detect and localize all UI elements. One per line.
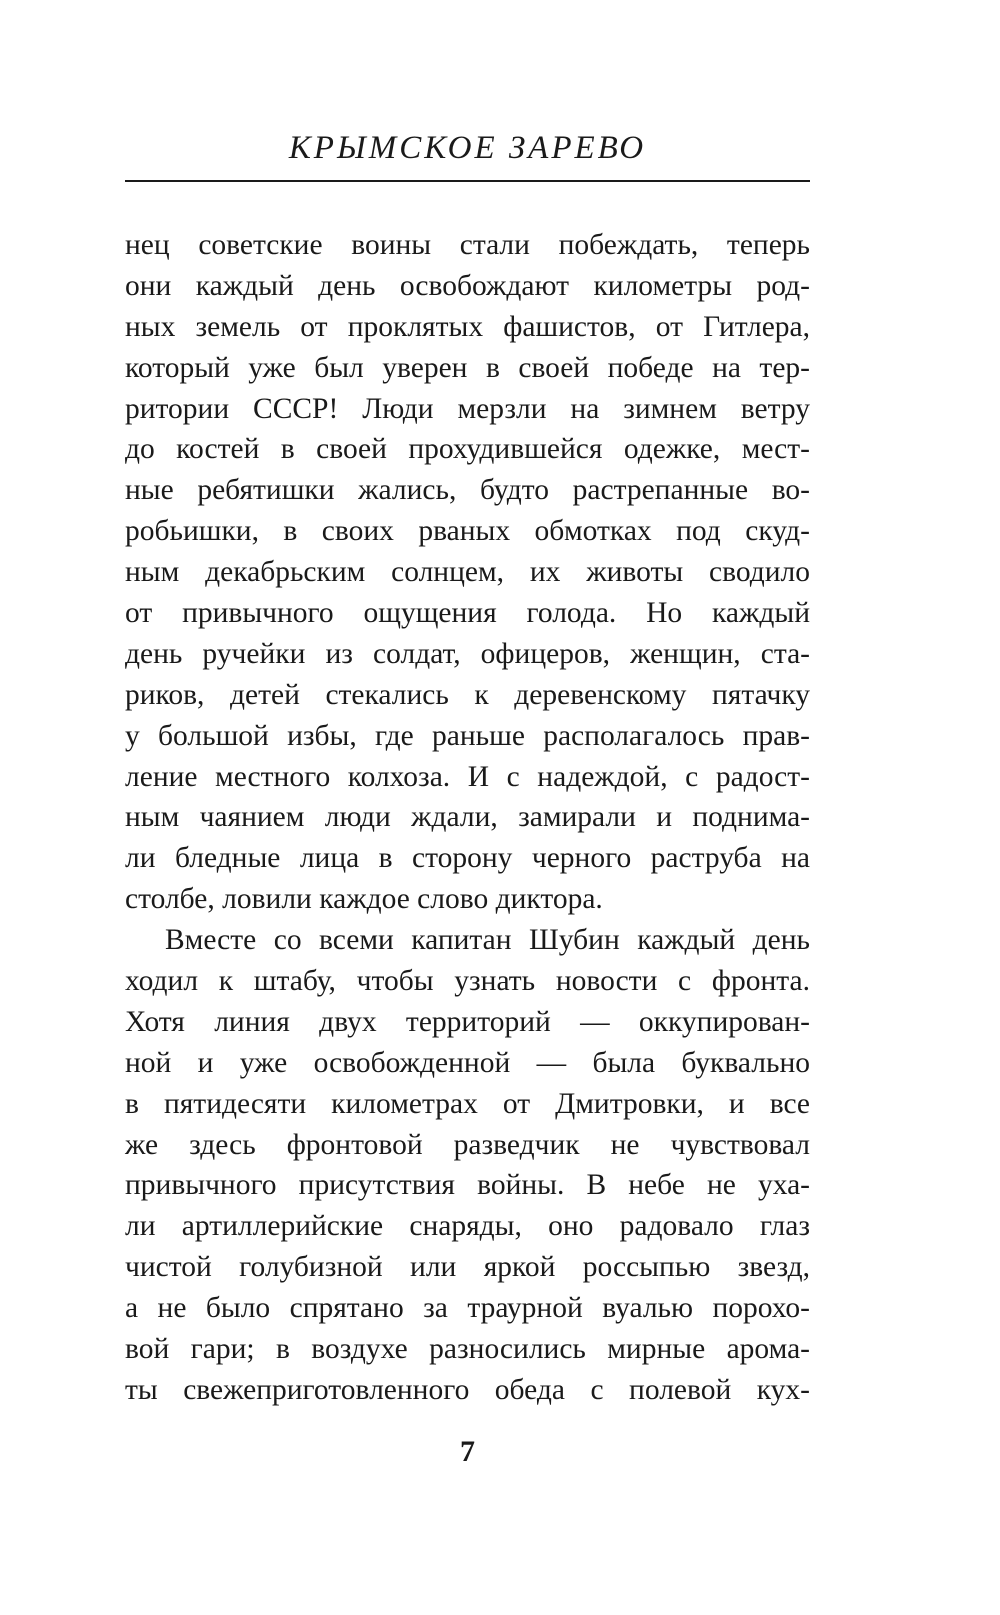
text-line: в пятидесяти километрах от Дмитровки, и все — [125, 1087, 810, 1120]
text-line: же здесь фронтовой разведчик не чувствовал — [125, 1128, 810, 1161]
body-text — [125, 225, 810, 1411]
text-line: который уже был уверен в своей победе на тер- — [125, 351, 810, 384]
text-line: Хотя линия двух территорий — оккупирован- — [125, 1005, 810, 1038]
text-line: день ручейки из солдат, офицеров, женщин, ста- — [125, 637, 810, 670]
paragraph — [125, 225, 810, 920]
paragraph — [125, 920, 810, 1411]
text-line: столбе, ловили каждое слово диктора. — [125, 883, 603, 916]
text-line: до костей в своей прохудившейся одежке, мест- — [125, 433, 810, 466]
text-line: ли артиллерийские снаряды, оно радовало глаз — [125, 1210, 810, 1243]
text-line: а не было спрятано за траурной вуалью порохо- — [125, 1292, 810, 1325]
text-line: ли бледные лица в сторону черного раструба на — [125, 842, 810, 875]
text-line: чистой голубизной или яркой россыпью звезд, — [125, 1251, 810, 1284]
text-line: ным декабрьским солнцем, их животы сводило — [125, 556, 810, 589]
page-number: 7 — [460, 1435, 475, 1468]
text-line: Вместе со всеми капитан Шубин каждый день — [165, 924, 810, 957]
text-line: робьишки, в своих рваных обмотках под скуд- — [125, 515, 810, 548]
text-line: ной и уже освобожденной — была буквально — [125, 1046, 810, 1079]
text-line: ные ребятишки жались, будто растрепанные во- — [125, 474, 810, 507]
text-line: нец советские воины стали побеждать, теперь — [125, 229, 810, 261]
text-line: от привычного ощущения голода. Но каждый — [125, 597, 810, 630]
text-line: ным чаянием люди ждали, замирали и поднима- — [125, 801, 810, 834]
header-rule — [125, 180, 810, 182]
text-line: ты свежеприготовленного обеда с полевой кух- — [125, 1373, 810, 1406]
text-line: ритории СССР! Люди мерзли на зимнем ветру — [125, 392, 810, 425]
text-line: ных земель от проклятых фашистов, от Гитлера, — [125, 310, 810, 343]
text-line: ление местного колхоза. И с надеждой, с радост- — [125, 760, 810, 793]
text-line: они каждый день освобождают километры род- — [125, 269, 810, 302]
text-line: вой гари; в воздухе разносились мирные арома- — [125, 1333, 810, 1366]
text-line: ходил к штабу, чтобы узнать новости с фронта. — [125, 965, 810, 998]
running-head: КРЫМСКОЕ ЗАРЕВО — [288, 130, 647, 166]
text-line: у большой избы, где раньше располагалось прав- — [125, 719, 810, 752]
text-line: привычного присутствия войны. В небе не уха- — [125, 1169, 810, 1202]
text-line: риков, детей стекались к деревенскому пятачку — [125, 678, 810, 711]
